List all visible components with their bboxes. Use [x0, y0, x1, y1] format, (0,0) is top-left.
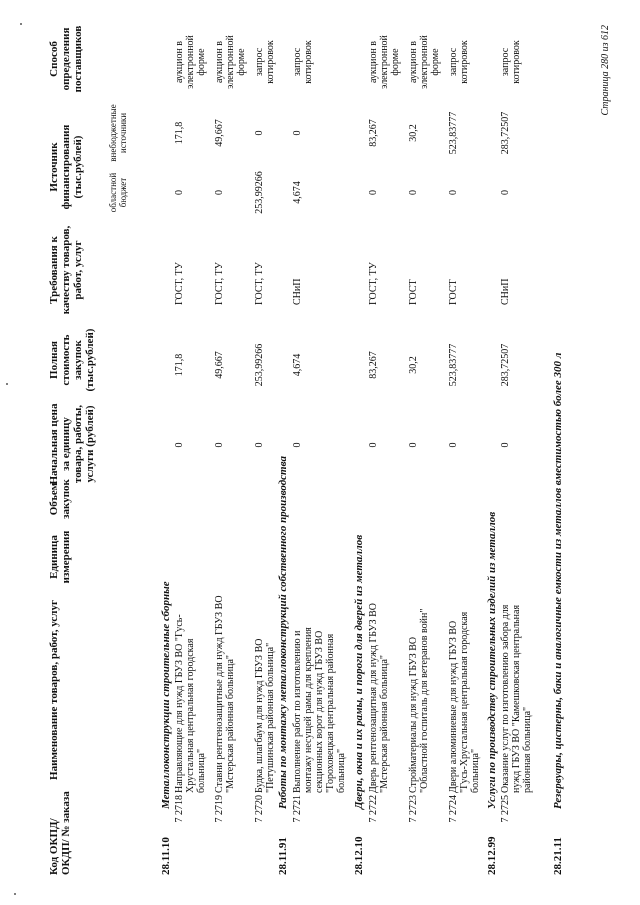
header-fin-regional: областной бюджет — [108, 172, 128, 213]
row-price: 0 — [174, 442, 185, 448]
page-number: Страница 280 из 612 — [600, 25, 611, 116]
section-code: 28.11.91 — [277, 837, 289, 875]
header-name: Наименование товаров, работ, услуг — [48, 600, 60, 780]
section-code: 28.12.99 — [486, 836, 498, 875]
row-number: 7 2720 — [254, 795, 265, 823]
row-price: 0 — [448, 442, 459, 448]
row-number: 7 2725 — [500, 795, 511, 823]
row-requirements: ГОСТ, ТУ — [214, 262, 225, 305]
row-requirements: ГОСТ, ТУ — [254, 262, 265, 305]
section-title: Работы по монтажу металлоконструкций собственного производства — [277, 456, 289, 809]
row-requirements: СНиП — [500, 278, 511, 305]
header-fin-offbudget: внебюджетные источники — [108, 104, 128, 162]
row-method: запрос котировок — [448, 40, 470, 84]
row-price: 0 — [500, 442, 511, 448]
row-fin-regional: 0 — [368, 190, 379, 195]
row-number: 7 2718 — [174, 795, 185, 823]
section-code: 28.12.10 — [353, 836, 365, 875]
row-requirements: ГОСТ — [448, 279, 459, 305]
section-title: Двери, окна и их рамы, и пороги для дверей из металлов — [353, 534, 365, 809]
row-name: Ставни рентгенозащитные для нужд ГБУЗ ВО "Мстерская районная больница" — [214, 595, 236, 793]
row-requirements: СНиП — [292, 278, 303, 305]
row-fin-offbudget: 49,667 — [214, 119, 225, 147]
header-code: Код ОКПД/ ОКДП/ № заказа — [48, 791, 72, 875]
row-name: Двери алюминиевые для нужд ГБУЗ ВО "Гусь-Хрустальная центральная городская больница" — [448, 611, 481, 793]
row-fin-regional: 0 — [174, 190, 185, 195]
row-name: Выполнение работ по изготовлению и монтажу несущей рамы для крепления секционных ворот для нужд ГБУЗ ВО "Гороховецкая центральная районная больница" — [292, 627, 347, 793]
row-number: 7 2723 — [408, 795, 419, 823]
section-title: Металлоконструкции строительные сборные — [160, 581, 172, 809]
header-volume: Объем закупок — [48, 479, 72, 519]
row-fin-regional: 0 — [448, 190, 459, 195]
row-fin-regional: 253,99266 — [254, 171, 265, 214]
header-unit: Единица измерения — [48, 530, 72, 584]
row-price: 0 — [292, 442, 303, 448]
section-title: Резервуары, цистерны, баки и аналогичные емкости из металлов вместимостью более 300 л — [552, 352, 564, 809]
row-method: запрос котировок — [292, 40, 314, 84]
row-fin-offbudget: 0 — [292, 130, 303, 136]
row-fin-regional: 0 — [408, 190, 419, 195]
row-number: 7 2722 — [368, 795, 379, 823]
row-method: аукцион в электронной форме — [368, 35, 401, 89]
row-requirements: ГОСТ, ТУ — [174, 262, 185, 305]
row-price: 0 — [214, 442, 225, 448]
scan-speck — [20, 23, 22, 25]
row-fin-regional: 4,674 — [292, 181, 303, 204]
row-fin-offbudget: 171,8 — [174, 121, 185, 145]
row-fin-offbudget: 283,72507 — [500, 111, 511, 155]
row-total: 523,83777 — [448, 343, 459, 387]
row-total: 253,99266 — [254, 343, 265, 387]
row-total: 49,667 — [214, 351, 225, 379]
row-name: Направляющие для нужд ГБУЗ ВО "Гусь-Хрустальная центральная городская больница" — [174, 614, 207, 793]
row-fin-offbudget: 0 — [254, 130, 265, 136]
header-financing: Источник финансирования (тыс.рублей) — [48, 124, 84, 210]
row-fin-regional: 0 — [500, 190, 511, 195]
row-fin-offbudget: 523,83777 — [448, 111, 459, 155]
header-price: Начальная цена за единицу товара, работы, услуги (рублей) — [48, 403, 96, 485]
row-number: 7 2719 — [214, 795, 225, 823]
row-total: 83,267 — [368, 351, 379, 379]
row-total: 30,2 — [408, 356, 419, 374]
scan-speck — [14, 893, 16, 895]
section-code: 28.11.10 — [160, 837, 172, 875]
header-requirements: Требования к качеству товаров, работ, услуг — [48, 225, 84, 315]
row-fin-regional: 0 — [214, 190, 225, 195]
row-requirements: ГОСТ, ТУ — [368, 262, 379, 305]
row-method: запрос котировок — [254, 40, 276, 84]
row-method: аукцион в электронной форме — [174, 35, 207, 89]
row-total: 283,72507 — [500, 343, 511, 387]
row-fin-offbudget: 83,267 — [368, 119, 379, 147]
row-method: запрос котировок — [500, 40, 522, 84]
row-name: Оказание услуг по изготовлению забора для нужд ГБУЗ ВО "Камешковская центральная районная больница" — [500, 604, 533, 793]
row-requirements: ГОСТ — [408, 279, 419, 305]
row-method: аукцион в электронной форме — [214, 35, 247, 89]
row-fin-offbudget: 30,2 — [408, 124, 419, 142]
row-total: 4,674 — [292, 353, 303, 377]
section-code: 28.21.11 — [552, 837, 564, 875]
row-name: Стройматериалы для нужд ГБУЗ ВО "Областной госпиталь для ветеранов войн" — [408, 608, 430, 793]
header-total: Полная стоимость закупок (тыс.рублей) — [48, 328, 96, 392]
row-method: аукцион в электронной форме — [408, 35, 441, 89]
row-number: 7 2721 — [292, 795, 303, 823]
row-number: 7 2724 — [448, 795, 459, 823]
section-title: Услуги по производству строительных изделий из металлов — [486, 511, 498, 809]
row-price: 0 — [408, 442, 419, 448]
row-name: Дверь рентгенозащитная для нужд ГБУЗ ВО "Мстерская районная больница" — [368, 602, 390, 793]
row-price: 0 — [254, 442, 265, 448]
row-total: 171,8 — [174, 353, 185, 377]
scan-speck — [6, 383, 8, 385]
row-name: Будка, шлагбаум для нужд ГБУЗ ВО "Петушинская районная больница" — [254, 638, 276, 793]
row-price: 0 — [368, 442, 379, 448]
header-method: Способ определения поставщиков — [48, 25, 84, 93]
